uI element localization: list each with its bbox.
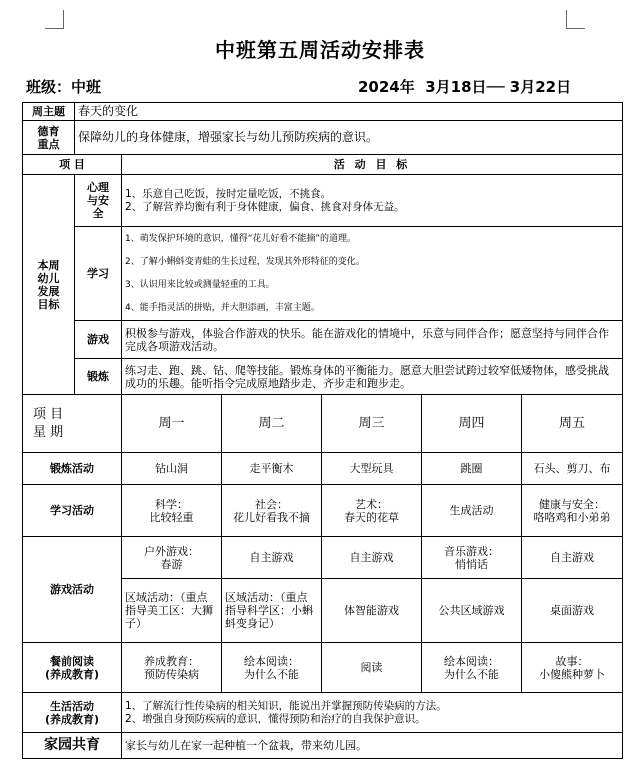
theme-value: 春天的变化 [75,103,623,121]
goal-study-label: 学习 [75,227,122,321]
dev-goals-label: 本周 幼儿 发展 目标 [23,175,75,395]
game-activity-row [23,537,623,579]
day-friday: 周五 [522,395,623,453]
goal-mental-item: 1、乐意自己吃饭，按时定量吃饭，不挑食。 [125,187,332,200]
page-title: 中班第五周活动安排表 [215,38,425,62]
reading-cell: 阅读 [322,643,422,693]
game-cell: 音乐游戏： 悄悄话 [422,537,522,579]
goal-study-item: 2、了解小蝌蚪变青蛙的生长过程，发现其外形特征的变化。 [125,256,365,267]
moral-value: 保障幼儿的身体健康，增强家长与幼儿预防疾病的意识。 [75,121,623,155]
goals-header-row [23,155,623,175]
game-cell: 自主游戏 [322,537,422,579]
moral-row [23,121,623,155]
activity-table [22,102,623,759]
life-item: 1、了解流行性传染病的相关知识，能说出并掌握预防传染病的方法。 [125,699,447,712]
exercise-cell: 走平衡木 [222,453,322,485]
goal-study-row [23,227,623,321]
corner-mark-top-left [45,10,64,29]
exercise-activity-row [23,453,623,485]
goal-mental-content [122,175,623,227]
study-activity-label: 学习活动 [23,485,122,537]
home-cooperation-content: 家长与幼儿在家一起种植一个盆栽，带来幼儿园。 [122,733,623,759]
goals-target-label: 活 动 目 标 [122,155,623,175]
game-cell: 自主游戏 [522,537,623,579]
study-cell: 艺术： 春天的花草 [322,485,422,537]
goal-study-item: 4、能手指灵活的拼贴，并大胆添画，丰富主题。 [125,302,320,313]
exercise-cell: 钻山洞 [122,453,222,485]
goal-exercise-label: 锻炼 [75,359,122,395]
reading-activity-label: 餐前阅读 (养成教育) [23,643,122,693]
date-range: 2024年 3月18日── 3月22日 [358,78,572,96]
game-cell: 公共区域游戏 [422,579,522,643]
study-cell: 社会： 花儿好看我不摘 [222,485,322,537]
goal-mental-label: 心理 与安 全 [75,175,122,227]
reading-cell: 绘本阅读： 为什么不能 [222,643,322,693]
study-cell: 健康与安全： 咯咯鸡和小弟弟 [522,485,623,537]
theme-label: 周主题 [23,103,75,121]
study-activity-row [23,485,623,537]
schedule-item-week-label: 项 目 星 期 [23,395,122,453]
reading-cell: 养成教育： 预防传染病 [122,643,222,693]
exercise-activity-label: 锻炼活动 [23,453,122,485]
game-cell: 桌面游戏 [522,579,623,643]
moral-label: 德育 重点 [23,121,75,155]
schedule-header-row [23,395,623,453]
exercise-cell: 大型玩具 [322,453,422,485]
game-cell: 户外游戏： 春游 [122,537,222,579]
goal-exercise-content: 练习走、跑、跳、钻、爬等技能。锻炼身体的平衡能力。愿意大胆尝试跨过较窄低矮物体，感受挑战成功的乐趣。能听指令完成原地踏步走、齐步走和跑步走。 [122,359,623,395]
exercise-cell: 石头、剪刀、布 [522,453,623,485]
exercise-cell: 跳圈 [422,453,522,485]
day-thursday: 周四 [422,395,522,453]
reading-cell: 故事： 小傻熊种萝卜 [522,643,623,693]
game-cell: 区域活动：（重点指导美工区：大狮子） [122,579,222,643]
study-cell: 科学： 比较轻重 [122,485,222,537]
life-item: 2、增强自身预防疾病的意识，懂得预防和治疗的自我保护意识。 [125,712,426,725]
goals-item-label: 项 目 [23,155,122,175]
goal-study-content [122,227,623,321]
goal-mental-row [23,175,623,227]
game-cell: 区域活动：（重点指导科学区：小蝌蚪变身记） [222,579,322,643]
life-activity-content [122,693,623,733]
game-cell: 自主游戏 [222,537,322,579]
day-tuesday: 周二 [222,395,322,453]
goal-mental-item: 2、了解营养均衡有利于身体健康，偏食、挑食对身体无益。 [125,200,405,213]
class-label: 班级：中班 [26,78,102,96]
reading-cell: 绘本阅读： 为什么不能 [422,643,522,693]
life-activity-row [23,693,623,733]
corner-mark-top-right [566,10,585,29]
life-activity-label: 生活活动 (养成教育) [23,693,122,733]
goal-game-row [23,321,623,359]
game-activity-label: 游戏活动 [23,537,122,643]
goal-study-item: 3、认识用来比较或测量轻重的工具。 [125,279,275,290]
goal-study-item: 1、萌发保护环境的意识，懂得“花儿好看不能摘”的道理。 [125,233,357,244]
home-cooperation-row [23,733,623,759]
goal-game-content: 积极参与游戏，体验合作游戏的快乐。能在游戏化的情境中，乐意与同伴合作；愿意坚持与同伴合作完成各项游戏活动。 [122,321,623,359]
study-cell: 生成活动 [422,485,522,537]
game-cell: 体智能游戏 [322,579,422,643]
theme-row [23,103,623,121]
day-wednesday: 周三 [322,395,422,453]
reading-activity-row [23,643,623,693]
goal-game-label: 游戏 [75,321,122,359]
goal-exercise-row [23,359,623,395]
home-cooperation-label: 家园共育 [23,733,122,759]
day-monday: 周一 [122,395,222,453]
